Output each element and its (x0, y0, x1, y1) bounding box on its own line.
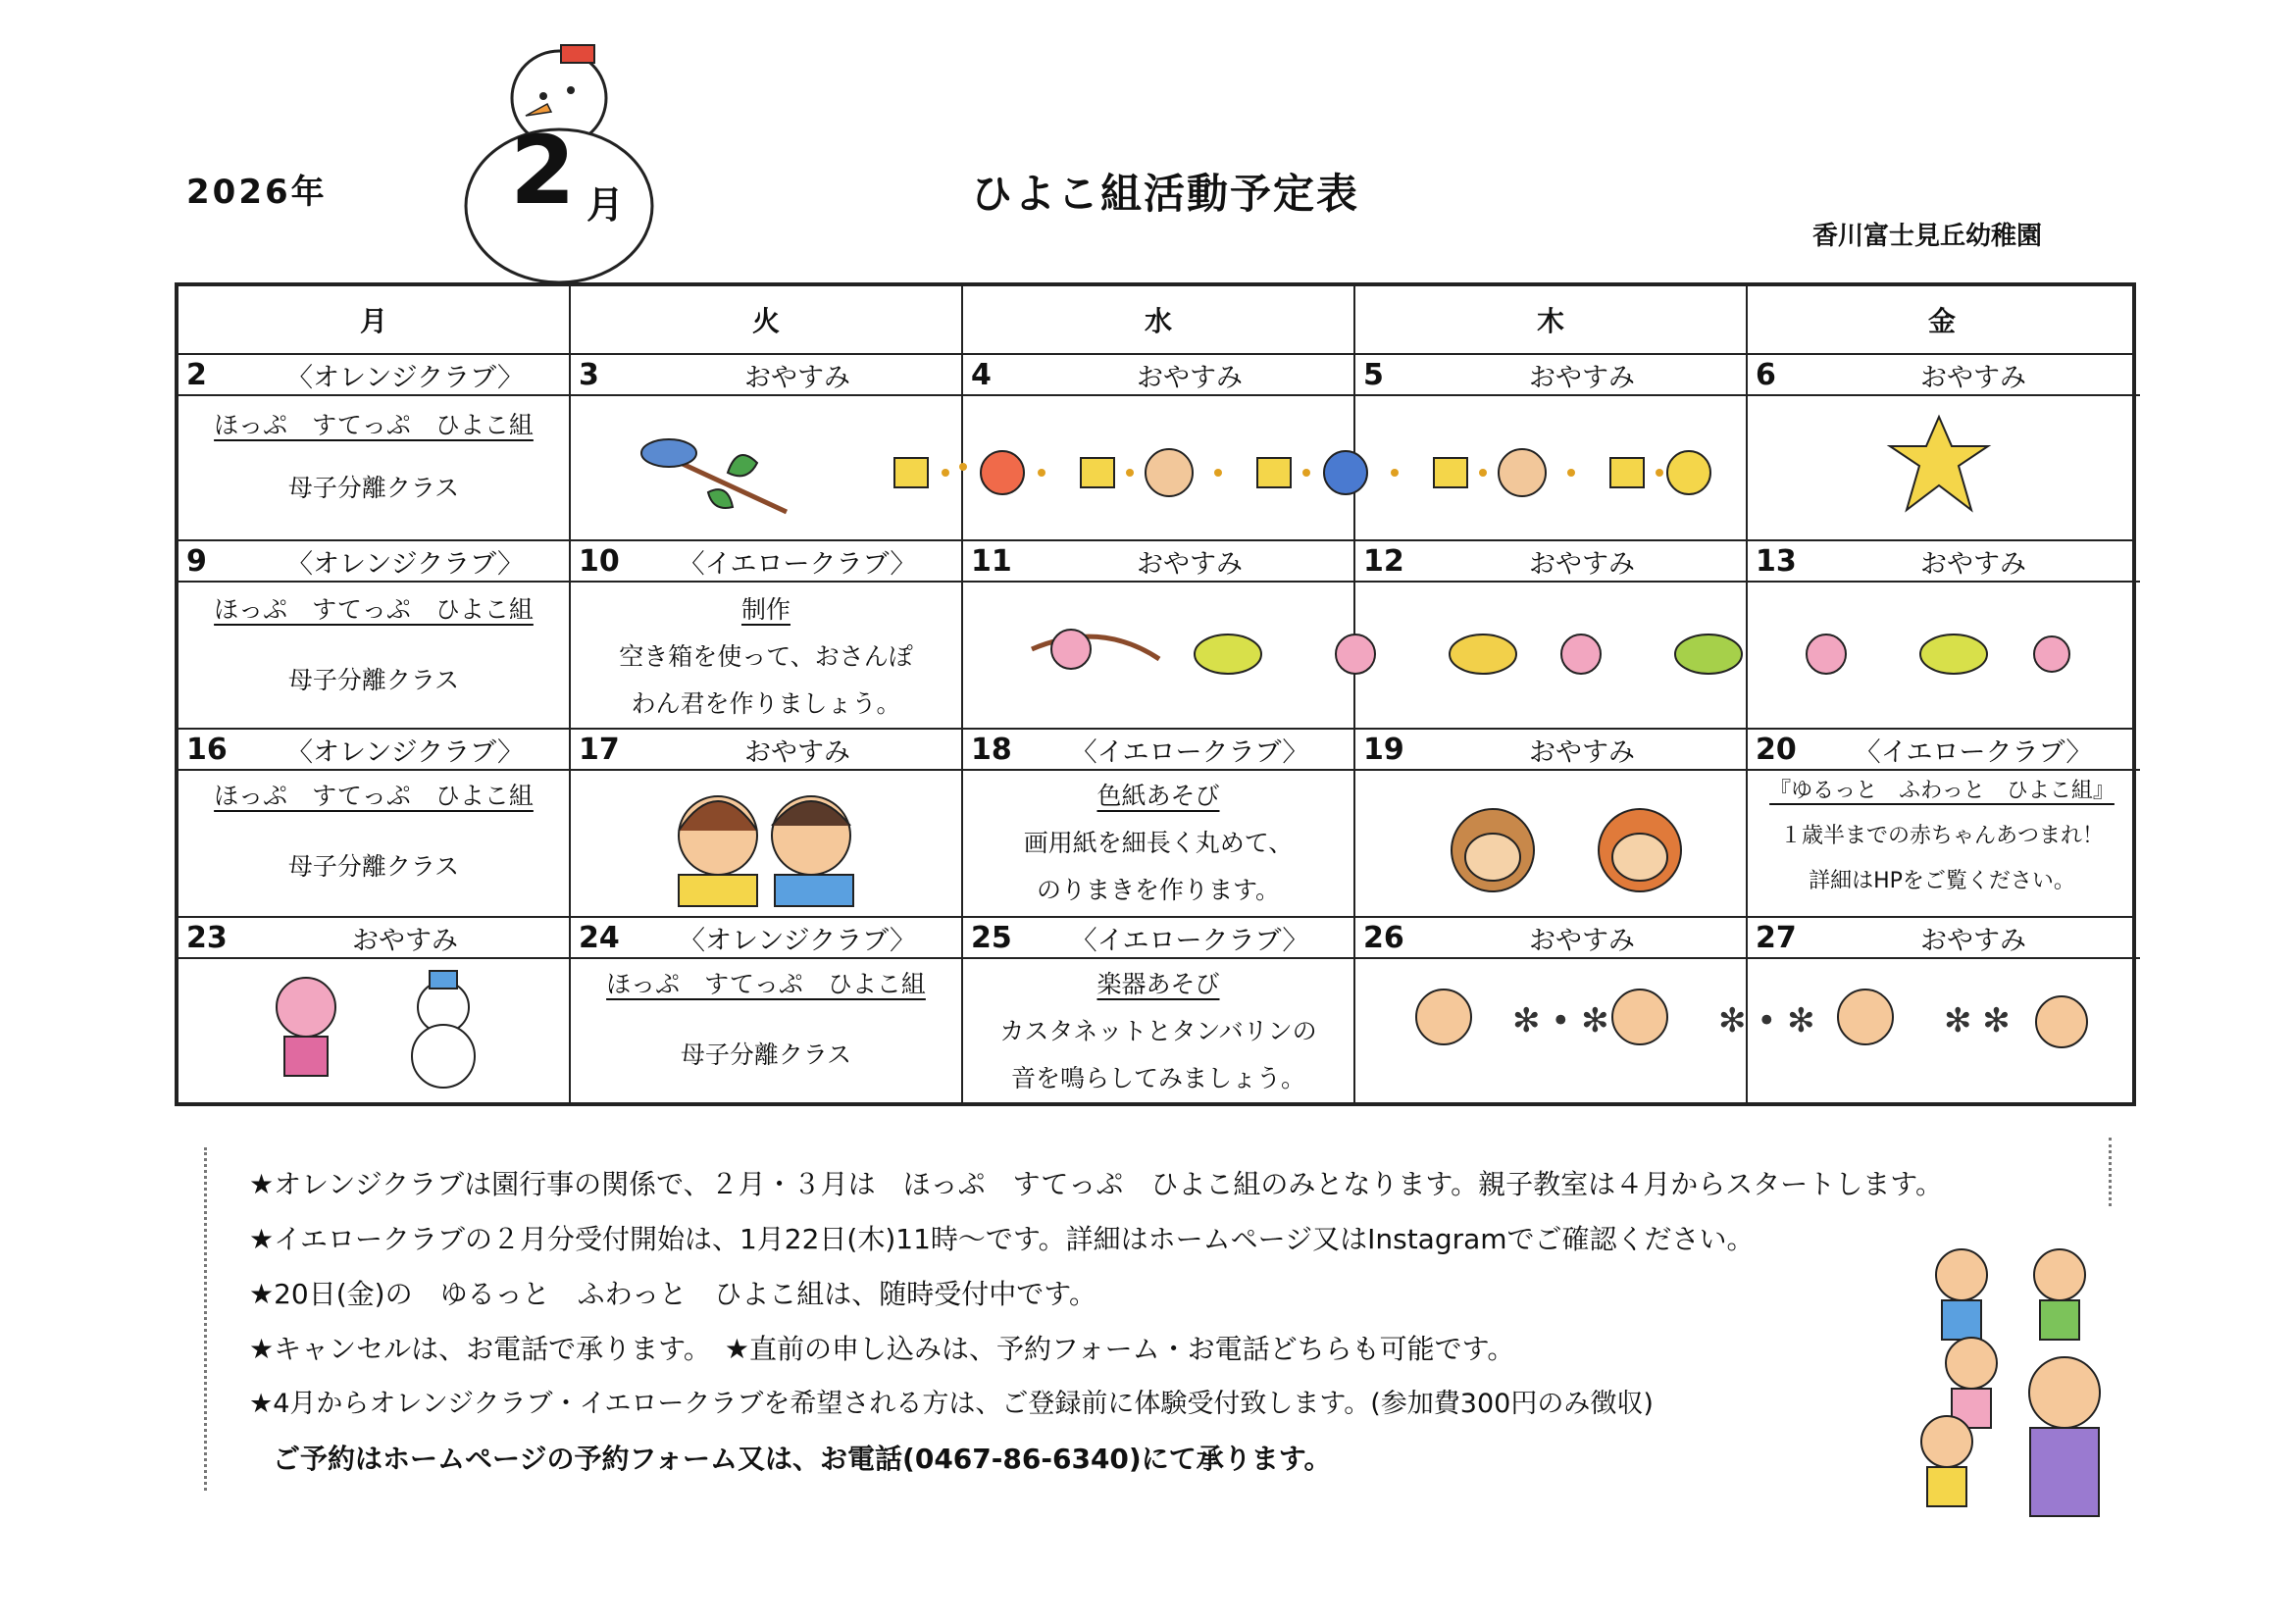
note-line: ★20日(金)の ゆるっと ふわっと ひよこ組は、随時受付中です。 (249, 1278, 1097, 1310)
date-cell: 25 〈イエロークラブ〉 (971, 920, 1309, 956)
activity-text: ほっぷ すてっぷ ひよこ組 母子分離クラス (214, 782, 534, 881)
activity-text: 楽器あそび カスタネットとタンバリンの 音を鳴らしてみましょう。 (999, 970, 1317, 1092)
note-line: ★キャンセルは、お電話で承ります。 ★直前の申し込みは、予約フォーム・お電話どちらも可能です。 (249, 1333, 1515, 1365)
weekday-wed: 水 (1144, 305, 1172, 337)
year: 2026年 (186, 173, 328, 212)
date-cell: 6 おやすみ (1756, 357, 2026, 393)
plum-bird-icon (1022, 610, 2081, 698)
bean-box-icon (1885, 412, 1993, 520)
note-line: ★イエロークラブの２月分受付開始は、1月22日(木)11時～です。詳細はホームページ又はInstagramでご確認ください。 (249, 1223, 1755, 1255)
activity-text: ほっぷ すてっぷ ひよこ組 母子分離クラス (606, 970, 926, 1069)
reservation-note: ご予約はホームページの予約フォーム又は、お電話(0467-86-6340)にて承ります。 (273, 1443, 1332, 1475)
date-cell: 3 おやすみ (579, 357, 850, 393)
weekday-mon: 月 (359, 305, 387, 337)
weekday-thu: 木 (1536, 305, 1564, 337)
date-cell: 9 〈オレンジクラブ〉 (186, 543, 524, 580)
svg-text:✻ • ✻: ✻ • ✻ (1512, 1001, 1609, 1040)
weekday-fri: 金 (1927, 305, 1956, 337)
date-cell: 26 おやすみ (1363, 920, 1635, 956)
date-cell: 19 おやすみ (1363, 732, 1635, 768)
activity-text: ほっぷ すてっぷ ひよこ組 母子分離クラス (214, 411, 534, 502)
date-cell: 17 おやすみ (579, 732, 850, 768)
svg-text:✻ • ✻: ✻ • ✻ (1718, 1001, 1815, 1040)
date-cell: 11 おやすみ (971, 543, 1243, 580)
date-cell: 27 おやすみ (1756, 920, 2026, 956)
school-name: 香川富士見丘幼稚園 (1812, 222, 2043, 251)
bean-garland-icon (885, 433, 1718, 512)
date-cell: 5 おやすみ (1363, 357, 1635, 393)
date-cell: 2 〈オレンジクラブ〉 (186, 357, 524, 393)
svg-text:✻ ✻: ✻ ✻ (1944, 1001, 2011, 1040)
monkey-icon (1385, 796, 1718, 904)
date-cell: 16 〈オレンジクラブ〉 (186, 732, 524, 768)
date-cell: 23 おやすみ (186, 920, 458, 956)
activity-text: 『ゆるっと ふわっと ひよこ組』 １歳半までの赤ちゃんあつまれ！ 詳細はHPをご覧ください。 (1769, 779, 2115, 893)
date-cell: 10 〈イエロークラブ〉 (579, 543, 917, 580)
date-cell: 4 おやすみ (971, 357, 1243, 393)
date-cell: 18 〈イエロークラブ〉 (971, 732, 1309, 768)
month-kanji: 月 (586, 183, 625, 227)
bean-throwing-icon (639, 424, 796, 522)
decorative-vine (204, 1147, 213, 1491)
month-number: 2 (510, 116, 576, 226)
activity-text: 制作 空き箱を使って、おさんぽ わん君を作りましょう。 (619, 595, 913, 718)
children-icon (659, 782, 875, 909)
date-cell: 13 おやすみ (1756, 543, 2026, 580)
note-line: ★4月からオレンジクラブ・イエロークラブを希望される方は、ご登録前に体験受付致します。(参加費300円のみ徴収) (249, 1389, 1654, 1419)
activity-text: 色紙あそび 画用紙を細長く丸めて、 のりまきを作ります。 (1023, 782, 1294, 904)
note-line: ★オレンジクラブは園行事の関係で、２月・３月は ほっぷ すてっぷ ひよこ組のみとなります。親子教室は４月からスタートします。 (249, 1168, 1943, 1200)
date-cell: 24 〈オレンジクラブ〉 (579, 920, 916, 956)
children-group-icon (1903, 1236, 2138, 1530)
notes-section (249, 1157, 1943, 1487)
snow-kids-icon (1375, 973, 2120, 1081)
date-cell: 20 〈イエロークラブ〉 (1756, 732, 2093, 768)
decorative-vine (2109, 1138, 2117, 1206)
weekday-tue: 火 (751, 305, 780, 337)
page-title: ひよこ組活動予定表 (971, 170, 1360, 218)
calendar-grid (175, 282, 2136, 1106)
activity-text: ほっぷ すてっぷ ひよこ組 母子分離クラス (214, 595, 534, 694)
date-cell: 12 おやすみ (1363, 543, 1635, 580)
snow-play-icon (257, 963, 512, 1091)
